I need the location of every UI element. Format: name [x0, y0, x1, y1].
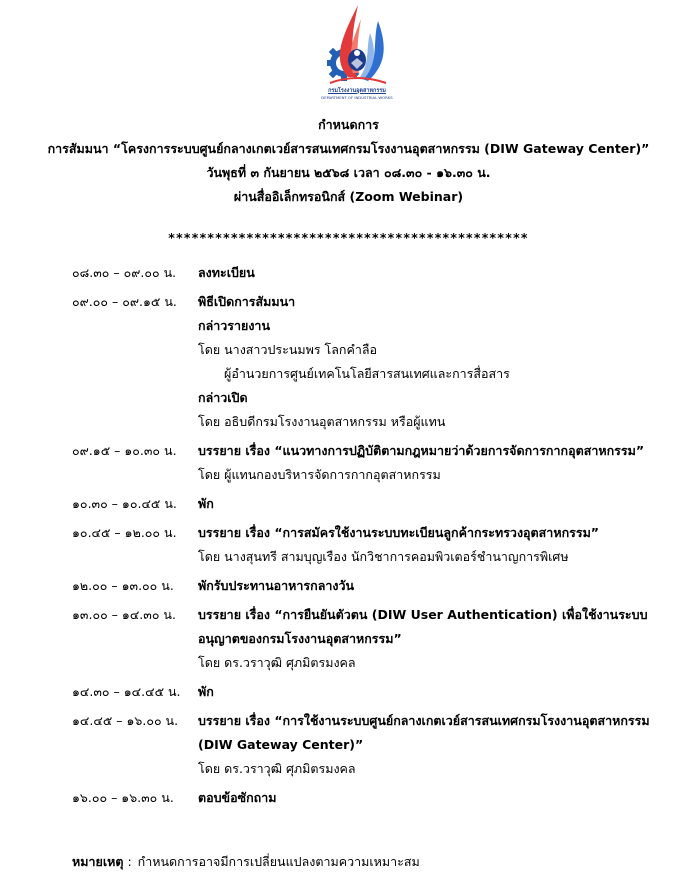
- event-name: การสัมมนา “โครงการระบบศูนย์กลางเกตเวย์สารสนเทศกรมโรงงานอุตสาหกรรม (DIW Gateway Center)”: [47, 141, 650, 156]
- agenda-content: [198, 603, 667, 675]
- agenda-speaker: โดย อธิบดีกรมโรงงานอุตสาหกรรม หรือผู้แทน: [198, 414, 446, 429]
- agenda-content: [198, 709, 667, 781]
- agenda-list: [72, 261, 667, 810]
- logo-name-english: DEPARTMENT OF INDUSTRIAL WORKS: [321, 95, 393, 100]
- agenda-time: ๑๒.๐๐ – ๑๓.๐๐ น.: [72, 578, 174, 593]
- agenda-item: [72, 786, 667, 810]
- agenda-item: [72, 492, 667, 516]
- logo-name-thai: กรมโรงงานอุตสาหกรรม: [328, 88, 386, 94]
- red-swoosh-icon: [330, 78, 386, 83]
- agenda-content: [198, 492, 667, 516]
- agenda-content: [198, 439, 667, 487]
- agenda-title: พักรับประทานอาหารกลางวัน: [198, 578, 355, 593]
- agenda-content: [198, 261, 667, 285]
- agenda-speaker: โดย นางสาวประนมพร โลกคำลือ: [198, 342, 378, 357]
- agenda-speaker: โดย ดร.วราวุฒิ ศุภมิตรมงคล: [198, 761, 356, 776]
- remark-separator: :: [127, 854, 132, 869]
- event-channel: ผ่านสื่ออิเล็กทรอนิกส์ (Zoom Webinar): [233, 189, 464, 204]
- agenda-speaker: โดย ผู้แทนกองบริหารจัดการกากอุตสาหกรรม: [198, 467, 441, 482]
- department-logo: [315, 3, 399, 107]
- agenda-speaker: โดย นางสุนทรี สามบุญเรือง นักวิชาการคอมพิวเตอร์ชำนาญการพิเศษ: [198, 549, 569, 564]
- agenda-time: ๑๔.๓๐ – ๑๔.๔๕ น.: [72, 684, 181, 699]
- agenda-time: ๐๘.๓๐ – ๐๙.๐๐ น.: [72, 265, 177, 280]
- agenda-speaker: โดย ดร.วราวุฒิ ศุภมิตรมงคล: [198, 655, 356, 670]
- diw-flame-gear-logo-icon: [322, 3, 392, 87]
- agenda-time: ๐๙.๑๕ – ๑๐.๓๐ น.: [72, 443, 177, 458]
- agenda-title: ตอบข้อซักถาม: [198, 790, 277, 805]
- agenda-title: บรรยาย เรื่อง “การสมัครใช้งานระบบทะเบียนลูกค้ากระทรวงอุตสาหกรรม”: [198, 525, 600, 540]
- agenda-item: [72, 261, 667, 285]
- agenda-title-continued: (DIW Gateway Center)”: [198, 737, 364, 752]
- document-title: กำหนดการ: [318, 117, 379, 132]
- agenda-item: [72, 439, 667, 487]
- agenda-content: [198, 786, 667, 810]
- emblem-figure-icon: [348, 49, 366, 71]
- agenda-item: [72, 680, 667, 704]
- agenda-content: [198, 680, 667, 704]
- agenda-content: [198, 521, 667, 569]
- agenda-title: พิธีเปิดการสัมมนา: [198, 294, 296, 309]
- remark-label: หมายเหตุ: [72, 854, 124, 869]
- agenda-time: ๑๐.๓๐ – ๑๐.๔๕ น.: [72, 496, 177, 511]
- agenda-time: ๑๖.๐๐ – ๑๖.๓๐ น.: [72, 790, 174, 805]
- document-header: [30, 113, 667, 209]
- agenda-content: [198, 290, 667, 434]
- agenda-title: พัก: [198, 496, 214, 511]
- agenda-time: ๑๔.๔๕ – ๑๖.๐๐ น.: [72, 713, 179, 728]
- agenda-title: บรรยาย เรื่อง “การใช้งานระบบศูนย์กลางเกตเวย์สารสนเทศกรมโรงงานอุตสาหกรรม: [198, 713, 650, 728]
- agenda-title: ลงทะเบียน: [198, 265, 255, 280]
- agenda-subtitle: กล่าวเปิด: [198, 390, 248, 405]
- agenda-item: [72, 521, 667, 569]
- agenda-item: [72, 574, 667, 598]
- agenda-item: [72, 709, 667, 781]
- agenda-title: บรรยาย เรื่อง “แนวทางการปฏิบัติตามกฎหมายว่าด้วยการจัดการกากอุตสาหกรรม”: [198, 443, 645, 458]
- agenda-title: พัก: [198, 684, 214, 699]
- agenda-time: ๑๓.๐๐ – ๑๔.๓๐ น.: [72, 607, 176, 622]
- agenda-content: [198, 574, 667, 598]
- agenda-title: บรรยาย เรื่อง “การยืนยันตัวตน (DIW User Authentication) เพื่อใช้งานระบบ: [198, 607, 648, 622]
- agenda-item: [72, 603, 667, 675]
- agenda-time: ๐๙.๐๐ – ๐๙.๑๕ น.: [72, 294, 177, 309]
- agenda-item: [72, 290, 667, 434]
- agenda-speaker-position: ผู้อำนวยการศูนย์เทคโนโลยีสารสนเทศและการสื่อสาร: [224, 366, 510, 381]
- agenda-time: ๑๐.๔๕ – ๑๒.๐๐ น.: [72, 525, 177, 540]
- agenda-title-continued: อนุญาตของกรมโรงงานอุตสาหกรรม”: [198, 631, 402, 646]
- asterisk-separator: **********************************************: [168, 230, 529, 245]
- remark-note: [72, 850, 667, 874]
- agenda-subtitle: กล่าวรายงาน: [198, 318, 270, 333]
- remark-text: กำหนดการอาจมีการเปลี่ยนแปลงตามความเหมาะสม: [137, 854, 420, 869]
- event-date: วันพุธที่ ๓ กันยายน ๒๕๖๘ เวลา ๐๘.๓๐ - ๑๖.๓๐ น.: [206, 165, 491, 180]
